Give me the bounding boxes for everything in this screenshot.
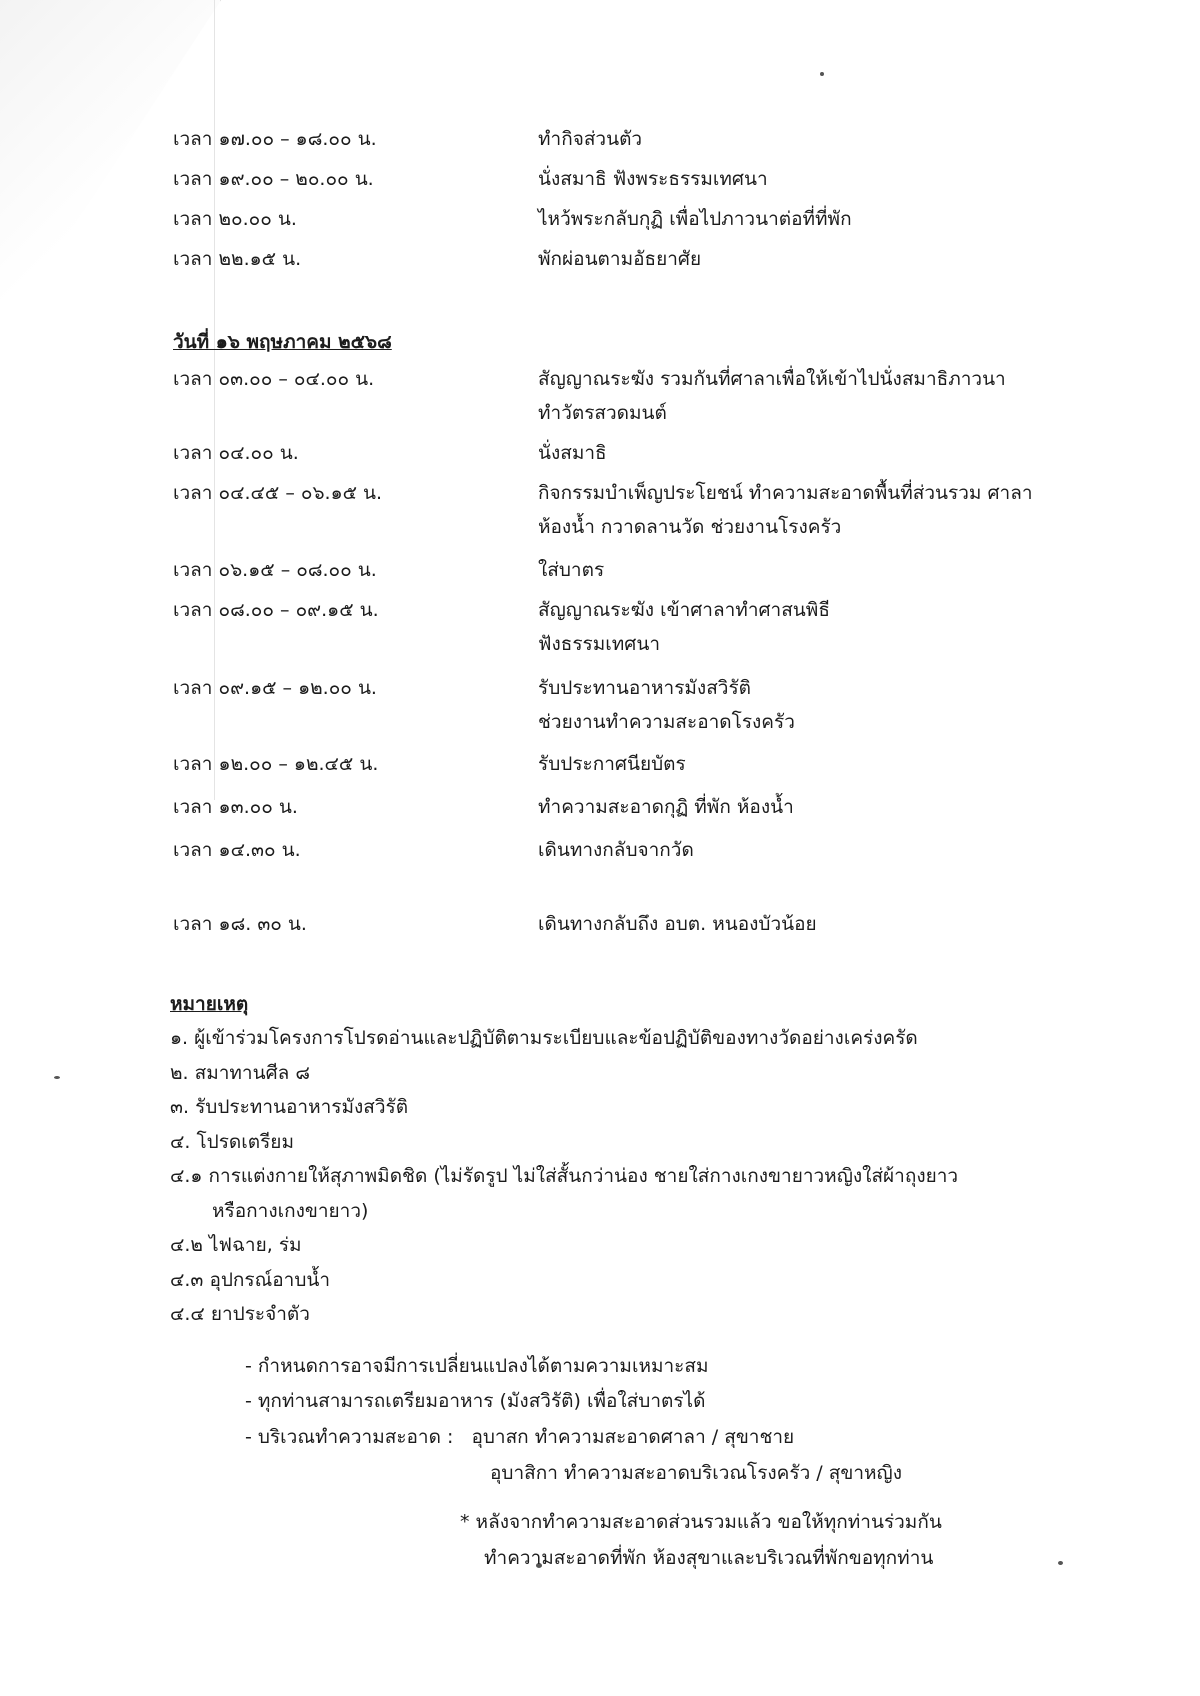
scan-speck [820, 72, 824, 76]
schedule-time: เวลา ๒๒.๑๕ น. [173, 248, 302, 270]
activity-line: ห้องน้ำ กวาดลานวัด ช่วยงานโรงครัว [538, 516, 842, 538]
activity-line: กิจกรรมบำเพ็ญประโยชน์ ทำความสะอาดพื้นที่ส่วนรวม ศาลา [538, 482, 1033, 504]
schedule-row [173, 593, 1073, 661]
notes-title: หมายเหตุ [170, 993, 249, 1015]
schedule-activity: รับประกาศนียบัตร [538, 753, 686, 775]
cleaning-area-male: อุบาสก ทำความสะอาดศาลา / สุขาชาย [471, 1426, 795, 1448]
schedule-time: เวลา ๐๙.๑๕ – ๑๒.๐๐ น. [173, 677, 377, 699]
schedule-activity: ทำความสะอาดกุฏิ ที่พัก ห้องน้ำ [538, 796, 794, 818]
schedule-row [173, 833, 1073, 867]
note-item: ๔.๒ ไฟฉาย, ร่ม [170, 1234, 302, 1256]
schedule-time: เวลา ๐๔.๐๐ น. [173, 442, 299, 464]
activity-line: รับประทานอาหารมังสวิรัติ [538, 677, 752, 699]
activity-line: ทำวัตรสวดมนต์ [538, 402, 667, 424]
schedule-activity: พักผ่อนตามอัธยาศัย [538, 248, 702, 270]
note-item: ๔.๓ อุปกรณ์อาบน้ำ [170, 1268, 331, 1291]
schedule-time: เวลา ๐๘.๐๐ – ๐๙.๑๕ น. [173, 599, 379, 621]
schedule-time: เวลา ๑๓.๐๐ น. [173, 796, 298, 818]
schedule-time: เวลา ๑๒.๐๐ – ๑๒.๔๕ น. [173, 753, 379, 775]
schedule-activity: เดินทางกลับจากวัด [538, 839, 694, 861]
day-heading: วันที่ ๑๖ พฤษภาคม ๒๕๖๘ [173, 331, 392, 353]
extra-line: - ทุกท่านสามารถเตรียมอาหาร (มังสวิรัติ) เพื่อใส่บาตรได้ [245, 1390, 706, 1412]
extra-line: - กำหนดการอาจมีการเปลี่ยนแปลงได้ตามความเหมาะสม [245, 1355, 709, 1377]
schedule-row [173, 122, 1073, 156]
note-item-continuation: หรือกางเกงขายาว) [212, 1199, 369, 1222]
note-item: ๓. รับประทานอาหารมังสวิรัติ [170, 1096, 409, 1118]
schedule-row [173, 671, 1073, 739]
schedule-time: เวลา ๐๔.๔๕ – ๐๖.๑๕ น. [173, 482, 383, 504]
cleaning-note-line: * หลังจากทำความสะอาดส่วนรวมแล้ว ขอให้ทุกท่านร่วมกัน [460, 1511, 942, 1533]
schedule-row [173, 162, 1073, 196]
schedule-row [173, 242, 1073, 276]
schedule-time: เวลา ๑๗.๐๐ – ๑๘.๐๐ น. [173, 128, 377, 150]
note-item: ๑. ผู้เข้าร่วมโครงการโปรดอ่านและปฏิบัติตามระเบียบและข้อปฏิบัติของทางวัดอย่างเคร่งครัด [170, 1027, 918, 1049]
notes-extra [245, 1349, 709, 1419]
schedule-activity [538, 362, 1073, 430]
schedule-activity [538, 593, 1073, 661]
schedule-activity [538, 476, 1073, 544]
schedule-evening [173, 122, 1073, 276]
note-item: ๔.๑ การแต่งกายให้สุภาพมิดชิด (ไม่รัดรูป ไม่ใส่สั้นกว่าน่อง ชายใส่กางเกงขายาวหญิงใส่ผ้าถุงยาว [170, 1165, 959, 1187]
activity-line: ช่วยงานทำความสะอาดโรงครัว [538, 711, 795, 733]
schedule-day [173, 362, 1073, 941]
schedule-row [173, 747, 1073, 781]
schedule-row [173, 202, 1073, 236]
schedule-row [173, 790, 1073, 824]
schedule-time: เวลา ๑๔.๓๐ น. [173, 839, 301, 861]
schedule-time: เวลา ๑๘. ๓๐ น. [173, 913, 307, 935]
schedule-activity: ทำกิจส่วนตัว [538, 128, 643, 150]
cleaning-area [245, 1419, 794, 1455]
activity-line: สัญญาณระฆัง รวมกันที่ศาลาเพื่อให้เข้าไปนั่งสมาธิภาวนา [538, 368, 1006, 390]
schedule-time: เวลา ๒๐.๐๐ น. [173, 208, 297, 230]
schedule-row [173, 553, 1073, 587]
schedule-activity: ใส่บาตร [538, 559, 605, 581]
activity-line: สัญญาณระฆัง เข้าศาลาทำศาสนพิธี [538, 599, 830, 621]
cleaning-note-line: ทำความสะอาดที่พัก ห้องสุขาและบริเวณที่พักขอทุกท่าน [484, 1547, 934, 1569]
scan-speck [1058, 1561, 1063, 1565]
schedule-activity: ไหว้พระกลับกุฏิ เพื่อไปภาวนาต่อที่ที่พัก [538, 208, 852, 230]
schedule-row [173, 476, 1073, 544]
schedule-time: เวลา ๑๙.๐๐ – ๒๐.๐๐ น. [173, 168, 374, 190]
schedule-row [173, 907, 1073, 941]
note-item: ๒. สมาทานศีล ๘ [170, 1061, 310, 1084]
activity-line: ฟังธรรมเทศนา [538, 633, 660, 655]
cleaning-area-female: อุบาสิกา ทำความสะอาดบริเวณโรงครัว / สุขาหญิง [490, 1462, 902, 1484]
schedule-activity: นั่งสมาธิ [538, 442, 607, 464]
note-item: ๔.๔ ยาประจำตัว [170, 1303, 310, 1325]
schedule-row [173, 436, 1073, 470]
schedule-activity: นั่งสมาธิ ฟังพระธรรมเทศนา [538, 168, 768, 190]
schedule-activity: เดินทางกลับถึง อบต. หนองบัวน้อย [538, 913, 817, 935]
cleaning-area-label: - บริเวณทำความสะอาด : [245, 1426, 454, 1448]
scan-speck [54, 1076, 60, 1079]
schedule-time: เวลา ๐๓.๐๐ – ๐๔.๐๐ น. [173, 368, 375, 390]
schedule-row [173, 362, 1073, 430]
schedule-activity [538, 671, 1073, 739]
schedule-time: เวลา ๐๖.๑๕ – ๐๘.๐๐ น. [173, 559, 377, 581]
note-item: ๔. โปรดเตรียม [170, 1130, 294, 1153]
notes-section [170, 987, 1070, 1332]
